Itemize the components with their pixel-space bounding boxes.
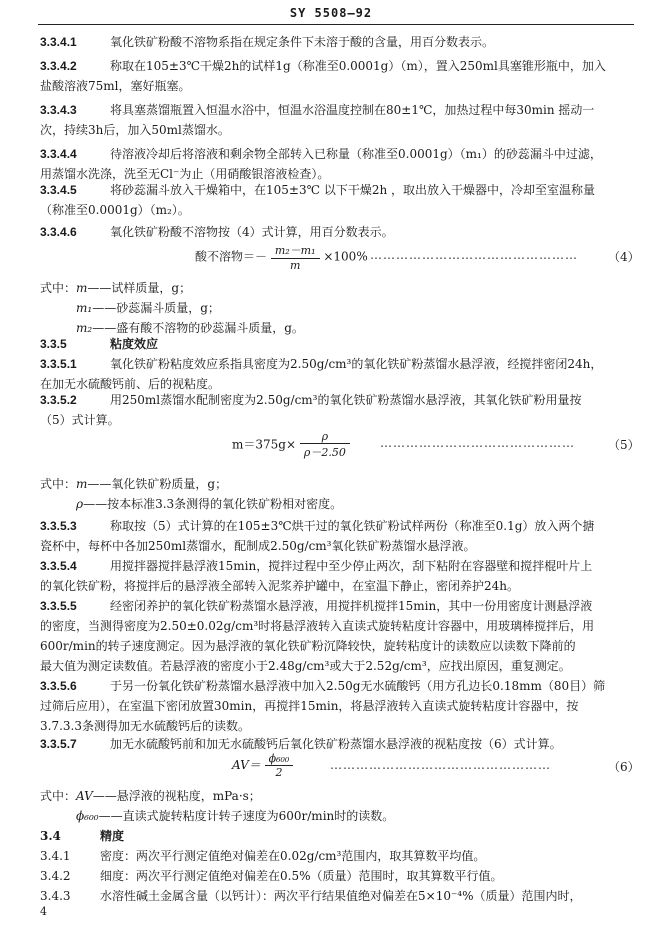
header-rule xyxy=(38,24,634,25)
section-3-3-5: 3.3.5 粘度效应 xyxy=(40,337,159,351)
clause-3-3-4-5: 3.3.4.5 将砂蕊漏斗放入干燥箱中，在105±3℃ 以下干燥2h ，取出放入干燥器中，冷却至室温称量 （称准至0.0001g）（m₂）。 xyxy=(40,183,596,217)
page-number: 4 xyxy=(40,905,47,918)
leader-dots: ………………………………………… xyxy=(370,248,578,262)
formula-6: AV＝ $\frac{\text{ϕ₆₀₀}}{2}$ xyxy=(232,752,293,779)
clause-3-3-4-3: 3.3.4.3 将具塞蒸馏瓶置入恒温水浴中，恒温水浴温度控制在80±1℃，加热过程中每30min 摇动一 次，持续3h后，加入50ml蒸馏水。 xyxy=(40,103,595,137)
clause-3-3-4-1: 3.3.4.1 氧化铁矿粉酸不溶物系指在规定条件下未溶于酸的含量，用百分数表示。 xyxy=(40,35,495,49)
clause-3-3-4-4: 3.3.4.4 待溶液冷却后将溶液和剩余物全部转入已称量（称准至0.0001g）（m₁）的砂蕊漏斗中过滤， 用蒸馏水洗涤，洗至无Cl⁻为止（用硝酸银溶液检查）。 xyxy=(40,147,602,181)
section-3-4: 3.4 精度 xyxy=(40,829,125,843)
clause-3-3-5-4: 3.3.5.4 用搅拌器搅拌悬浮液15min，搅拌过程中至少停止两次，刮下粘附在容器壁和搅拌棍叶片上 的氧化铁矿粉，将搅拌后的悬浮液全部转入泥浆养护罐中，在室温下静止，密闭养护24h。 xyxy=(40,559,593,593)
clause-3-3-5-6: 3.3.5.6 于另一份氧化铁矿粉蒸馏水悬浮液中加入2.50g无水硫酸钙（用方孔边长0.18mm（80目）筛 过筛后应用），在室温下密闭放置30min，再搅拌15min，将悬浮液转入直读式旋转粘度计容器中，按 3.7.3.3条测得加无水硫酸钙后的读数。 xyxy=(40,679,606,733)
clause-3-4-1: 3.4.1 密度：两次平行测定值绝对偏差在0.02g/cm³范围内，取其算数平均值。 xyxy=(40,849,486,863)
formula-4: 酸不溶物＝－ $\frac{\text{m₂－m₁}}{m}$ ×100% xyxy=(195,244,368,272)
clause-3-3-4-2: 3.3.4.2 称取在105±3℃干燥2h的试样1g（称准至0.0001g）（m），置入250ml具塞锥形瓶中，加入 盐酸溶液75ml，塞好瓶塞。 xyxy=(40,59,606,93)
clause-3-4-2: 3.4.2 细度：两次平行测定值绝对偏差在0.5%（质量）范围时，取其算数平行值。 xyxy=(40,869,503,883)
where-block-5: 式中：m——氧化铁矿粉质量，g； ρ——按本标准3.3条测得的氧化铁矿粉相对密度。 xyxy=(40,477,343,511)
clause-3-3-5-2: 3.3.5.2 用250ml蒸馏水配制密度为2.50g/cm³的氧化铁矿粉蒸馏水悬浮液，其氧化铁矿粉用量按 （5）式计算。 xyxy=(40,393,582,427)
clause-3-3-5-7: 3.3.5.7 加无水硫酸钙前和加无水硫酸钙后氧化铁矿粉蒸馏水悬浮液的视粘度按（6）式计算。 xyxy=(40,737,562,751)
standard-header: SY 5508—92 xyxy=(289,6,373,20)
equation-number: （5） xyxy=(608,438,640,452)
clause-3-3-5-5: 3.3.5.5 经密闭养护的氧化铁矿粉蒸馏水悬浮液，用搅拌机搅拌15min，其中一份用密度计测悬浮液 的密度，当测得密度为2.50±0.02g/cm³时将悬浮液转入直读式旋转粘度计容器中，用玻璃棒搅拌后，用 600r/min的转子速度测定。因为悬浮液的氧化铁矿粉沉降较快，旋转粘度计的读数应以读数下降前的 最大值为测定读数值。若悬浮液的密度小于2.48g/cm³或大于2.52g/cm³，应找出原因，重复测定。 xyxy=(40,599,595,673)
where-block-4: 式中：m——试样质量，g； m₁——砂蕊漏斗质量，g； m₂——盛有酸不溶物的砂蕊漏斗质量，g。 xyxy=(40,281,304,335)
clause-3-4-3: 3.4.3 水溶性碱土金属含量（以钙计）：两次平行结果值绝对偏差在5×10⁻⁴%（质量）范围内时， xyxy=(40,889,582,903)
clause-3-3-5-1: 3.3.5.1 氧化铁矿粉粘度效应系指具密度为2.50g/cm³的氧化铁矿粉蒸馏水悬浮液，经搅拌密闭24h， 在加无水硫酸钙前、后的视粘度。 xyxy=(40,357,603,391)
where-block-6: 式中：AV——悬浮液的视粘度，mPa·s； ϕ₆₀₀——直读式旋转粘度计转子速度为600r/min时的读数。 xyxy=(40,789,395,823)
clause-3-3-4-6: 3.3.4.6 氧化铁矿粉酸不溶物按（4）式计算，用百分数表示。 xyxy=(40,225,394,239)
leader-dots: …………………………………………… xyxy=(330,758,551,772)
clause-3-3-5-3: 3.3.5.3 称取按（5）式计算的在105±3℃烘干过的氧化铁矿粉试样两份（称准至0.1g）放入两个搪 瓷杯中，每杯中各加250ml蒸馏水，配制成2.50g/cm³氧化铁矿粉蒸馏水悬浮液。 xyxy=(40,519,595,553)
equation-number: （6） xyxy=(608,760,640,774)
equation-number: （4） xyxy=(608,250,640,264)
formula-5: m＝375g× $\frac{\rho}{\rho-2.50}$ xyxy=(232,430,350,460)
leader-dots: ……………………………………… xyxy=(380,436,575,450)
